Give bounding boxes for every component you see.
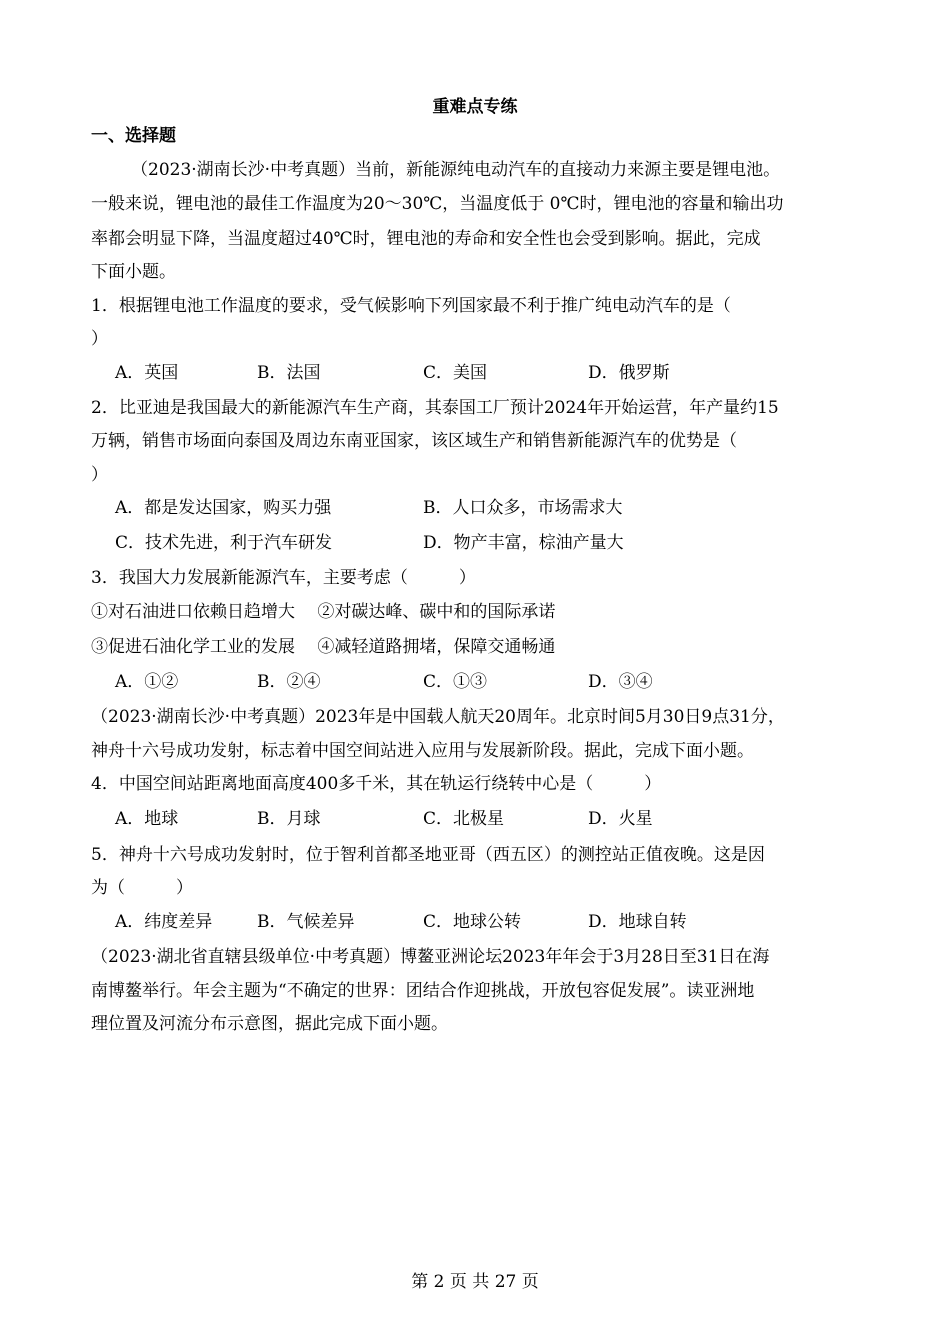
question-2-line-3: ） xyxy=(91,465,108,485)
page-footer: 第 2 页 共 27 页 xyxy=(411,1272,539,1292)
question-5-line-1: 5．神舟十六号成功发射时，位于智利首都圣地亚哥（西五区）的测控站正值夜晚。这是因 xyxy=(91,845,765,865)
question-3-option-d: D．③④ xyxy=(588,672,653,692)
question-1-option-a: A．英国 xyxy=(115,363,179,383)
question-3-option-b: B．②④ xyxy=(257,672,321,692)
question-2-option-c: C．技术先进，利于汽车研发 xyxy=(115,533,333,553)
question-2-option-a: A．都是发达国家，购买力强 xyxy=(115,498,332,518)
passage3-line-2: 南博鳌举行。年会主题为“不确定的世界：团结合作迎挑战，开放包容促发展”。读亚洲地 xyxy=(91,981,755,1001)
question-3-statements-1: ①对石油进口依赖日趋增大 ②对碳达峰、碳中和的国际承诺 xyxy=(91,602,556,622)
question-5-line-2: 为（ ） xyxy=(91,878,193,898)
question-5-option-b: B．气候差异 xyxy=(257,912,355,932)
question-1-option-c: C．美国 xyxy=(423,363,488,383)
question-2-option-b: B．人口众多，市场需求大 xyxy=(423,498,623,518)
question-4-option-a: A．地球 xyxy=(115,809,179,829)
passage1-line-4: 下面小题。 xyxy=(91,262,176,282)
passage1-line-3: 率都会明显下降，当温度超过40℃时，锂电池的寿命和安全性也会受到影响。据此，完成 xyxy=(91,229,761,249)
question-5-option-a: A．纬度差异 xyxy=(115,912,213,932)
section-heading: 一、选择题 xyxy=(91,126,176,146)
question-3-option-a: A．①② xyxy=(115,672,179,692)
passage2-line-2: 神舟十六号成功发射，标志着中国空间站进入应用与发展新阶段。据此，完成下面小题。 xyxy=(91,741,754,761)
question-5-option-c: C．地球公转 xyxy=(423,912,522,932)
question-2-line-1: 2．比亚迪是我国最大的新能源汽车生产商，其泰国工厂预计2024年开始运营，年产量约15 xyxy=(91,398,779,418)
question-3-option-c: C．①③ xyxy=(423,672,488,692)
question-1-line-2: ） xyxy=(91,329,108,349)
passage2-line-1: （2023·湖南长沙·中考真题）2023年是中国载人航天20周年。北京时间5月30日9点31分， xyxy=(91,707,785,727)
question-3-line-1: 3．我国大力发展新能源汽车，主要考虑（ ） xyxy=(91,568,476,588)
question-1-line-1: 1．根据锂电池工作温度的要求，受气候影响下列国家最不利于推广纯电动汽车的是（ xyxy=(91,296,731,316)
passage3-line-3: 理位置及河流分布示意图，据此完成下面小题。 xyxy=(91,1014,448,1034)
question-1-option-d: D．俄罗斯 xyxy=(588,363,670,383)
question-2-line-2: 万辆，销售市场面向泰国及周边东南亚国家，该区域生产和销售新能源汽车的优势是（ xyxy=(91,431,737,451)
question-4-line-1: 4．中国空间站距离地面高度400多千米，其在轨运行绕转中心是（ ） xyxy=(91,774,662,794)
page-title: 重难点专练 xyxy=(432,97,518,117)
question-4-option-d: D．火星 xyxy=(588,809,653,829)
question-2-option-d: D．物产丰富，棕油产量大 xyxy=(423,533,624,553)
question-5-option-d: D．地球自转 xyxy=(588,912,687,932)
question-4-option-b: B．月球 xyxy=(257,809,321,829)
passage1-line-1: （2023·湖南长沙·中考真题）当前，新能源纯电动汽车的直接动力来源主要是锂电池。 xyxy=(131,160,781,180)
question-3-statements-2: ③促进石油化学工业的发展 ④减轻道路拥堵，保障交通畅通 xyxy=(91,637,556,657)
passage1-line-2: 一般来说，锂电池的最佳工作温度为20～30℃，当温度低于 0℃时，锂电池的容量和输出功 xyxy=(91,194,784,214)
question-4-option-c: C．北极星 xyxy=(423,809,505,829)
question-1-option-b: B．法国 xyxy=(257,363,321,383)
passage3-line-1: （2023·湖北省直辖县级单位·中考真题）博鳌亚洲论坛2023年年会于3月28日至31日在海 xyxy=(91,947,770,967)
